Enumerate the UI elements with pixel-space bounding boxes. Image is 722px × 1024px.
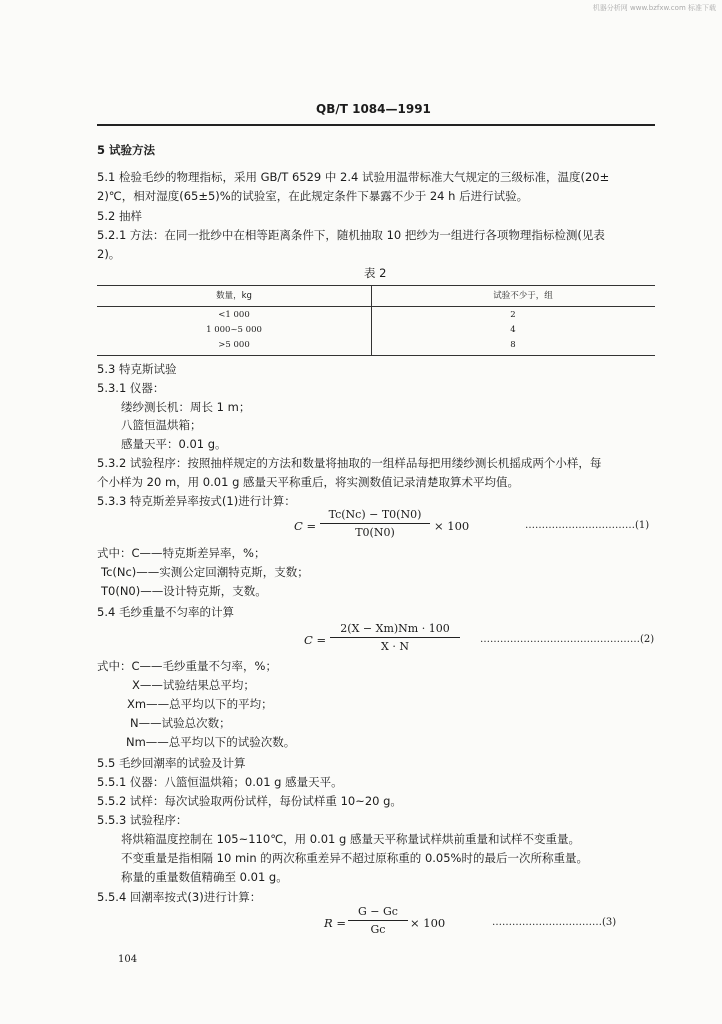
equation-multiplier: × 100 — [410, 916, 446, 930]
table-column-divider — [371, 285, 372, 355]
table-header-groups: 试验不少于，组 — [493, 291, 553, 301]
para-5-5-4: 5.5.4 回潮率按式(3)进行计算： — [97, 890, 262, 904]
para-5-3-2-line1: 5.3.2 试验程序：按照抽样规定的方法和数量将抽取的一组样品每把用缕纱测长机摇成两个小样，每 — [97, 456, 602, 470]
equation-ref: …………………………………………(2) — [480, 634, 655, 645]
heading-5-5: 5.5 毛纱回潮率的试验及计算 — [97, 756, 246, 770]
procedure-line: 将烘箱温度控制在 105~110℃，用 0.01 g 感量天平称量试样烘前重量和试样不变重量。 — [121, 832, 580, 846]
where-line: 式中：C——毛纱重量不匀率，%； — [97, 659, 277, 673]
para-5-1-line2: 2)℃，相对湿度(65±5)%的试验室，在此规定条件下暴露不少于 24 h 后进行试验。 — [97, 189, 529, 203]
equation-numerator: G − Gc — [358, 905, 398, 918]
procedure-line: 称量的重量数值精确至 0.01 g。 — [121, 870, 288, 884]
table-bottom-rule — [97, 355, 655, 356]
table-header-quantity: 数量，kg — [216, 291, 252, 301]
heading-5-3-3: 5.3.3 特克斯差异率按式(1)进行计算： — [97, 494, 296, 508]
table-cell: 8 — [510, 340, 516, 350]
where-line: Tc(Nc)——实测公定回潮特克斯，支数； — [101, 565, 309, 579]
table-header-rule — [97, 306, 655, 307]
instrument-item: 缕纱测长机：周长 1 m； — [121, 400, 251, 414]
para-5-2-1-line1: 5.2.1 方法：在同一批纱中在相等距离条件下，随机抽取 10 把纱为一组进行各项物理指标检测(见表 — [97, 228, 605, 242]
procedure-line: 不变重量是指相隔 10 min 的两次称重差异不超过原称重的 0.05%时的最后一次所称重量。 — [121, 851, 588, 865]
equation-fraction — [330, 622, 460, 653]
equation-denominator: X · N — [330, 637, 460, 653]
page-number: 104 — [118, 954, 138, 965]
para-5-1-line1: 5.1 检验毛纱的物理指标，采用 GB/T 6529 中 2.4 试验用温带标准大气规定的三级标准，温度(20± — [97, 170, 610, 184]
equation-multiplier: × 100 — [434, 519, 470, 533]
section-title: 5 试验方法 — [97, 143, 156, 157]
equation-numerator: Tc(Nc) − T0(N0) — [328, 508, 422, 521]
para-5-2-1-line2: 2)。 — [97, 247, 121, 261]
where-line: N——试验总次数； — [130, 716, 231, 730]
header-rule — [97, 124, 655, 126]
where-line: 式中：C——特克斯差异率，%； — [97, 546, 266, 560]
table-cell: <1 000 — [218, 310, 250, 320]
para-5-5-1: 5.5.1 仪器：八篮恒温烘箱；0.01 g 感量天平。 — [97, 775, 343, 789]
where-line: Nm——总平均以下的试验次数。 — [126, 735, 296, 749]
equation-lhs: C = — [294, 519, 317, 533]
heading-5-2: 5.2 抽样 — [97, 209, 142, 223]
table-cell: 1 000~5 000 — [206, 325, 262, 335]
equation-numerator: 2(X − Xm)Nm · 100 — [340, 622, 450, 635]
instrument-item: 八篮恒温烘箱； — [121, 418, 202, 432]
equation-lhs: C = — [304, 633, 327, 647]
equation-fraction — [348, 905, 408, 936]
equation-lhs: R = — [324, 916, 346, 930]
equation-denominator: Gc — [348, 920, 408, 936]
equation-ref: ……………………………(1) — [525, 520, 650, 531]
where-line: Xm——总平均以下的平均； — [127, 697, 273, 711]
para-5-5-3: 5.5.3 试验程序： — [97, 813, 188, 827]
table-cell: 2 — [510, 310, 516, 320]
equation-fraction — [320, 508, 430, 539]
instrument-item: 感量天平：0.01 g。 — [121, 437, 227, 451]
where-line: T0(N0)——设计特克斯，支数。 — [101, 584, 267, 598]
where-line: X——试验结果总平均； — [132, 678, 255, 692]
heading-5-3: 5.3 特克斯试验 — [97, 362, 177, 376]
equation-denominator: T0(N0) — [320, 523, 430, 539]
para-5-3-2-line2: 个小样为 20 m，用 0.01 g 感量天平称重后，将实测数值记录清楚取算术平均值。 — [97, 475, 520, 489]
heading-5-4: 5.4 毛纱重量不匀率的计算 — [97, 605, 234, 619]
table-top-rule — [97, 285, 655, 286]
equation-ref: ……………………………(3) — [492, 917, 617, 928]
para-5-5-2: 5.5.2 试样：每次试验取两份试样，每份试样重 10~20 g。 — [97, 794, 402, 808]
table-cell: >5 000 — [218, 340, 250, 350]
watermark: 机器分析网 www.bzfxw.com 标准下载 — [592, 4, 716, 12]
table-caption: 表 2 — [364, 266, 387, 280]
standard-code: QB/T 1084—1991 — [316, 102, 431, 116]
heading-5-3-1: 5.3.1 仪器： — [97, 381, 165, 395]
table-cell: 4 — [510, 325, 516, 335]
